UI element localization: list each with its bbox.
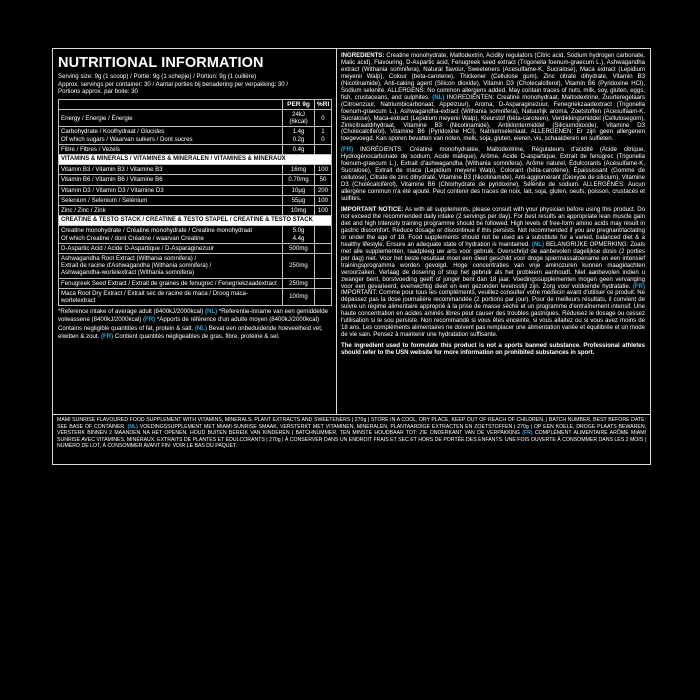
nutrient-ri: 100 xyxy=(315,195,332,205)
nutrient-label: Ashwagandha Root Extract (Withania somnifera) / Extrait de racine d'Ashwagandha (Withania somnifera) / Ashwagandha-wortelextract (Withania somnifera) xyxy=(59,254,283,279)
statement-nl: (NL) VOEDINGSSUPPLEMENT MET MIAMI SUNRISE SMAAK, VERSTERKT MET VITAMINEN, MINERALEN, PLANTAARDIGE EXTRACTEN EN ZOETSTOFFEN | 270g | OP EEN KOELE, DROGE PLAATS BEWAREN, VERSTERK BINNEN 2 MAANDEN NA HET OPENEN. HOUD BUITEN BEREIK VAN KINDEREN | BATCHNUMMER, TEN MINSTE HOUDBAAR TOT: ZIE ONDERKANT VAN DE VERPAKKING xyxy=(57,423,647,437)
ingredients-fr: (FR) INGRÉDIENTS: Créatine monohydratée, Maltodextrine, Régulateurs d'acidité (Acide citrique, Hydrogénocarbonate de sodium, Acide malique), Arôme, Acide D-aspartique, Extrait de fenugrec (Trigonella foenum-graecum L.), Extrait d'ashwagandha (Withania somnifera), Arôme naturel, Édulcorants (Acésulfame-K, Sucralose), Extrait de maca (Lepidium meyenii Walp), Colorant (bêta-carotène), Épaississant (Gomme de cellulose), Citrate de zinc dihydraté, Vitamine B3 (Nicotinamide), Anti-agglomérant (Dioxyde de silicium), Vitamine D3 (Cholécalciférol), Vitamine B6 (Chlorhydrate de pyridoxine), Sélénite de sodium. ALLERGÈNES: Aucun allergène commun n'a été ajouté. Peut contenir des traces de noix, lait, soja, gluten, oeufs, poisson, crustacés et sulfites. xyxy=(341,147,645,203)
notice-label: IMPORTANT NOTICE: xyxy=(341,207,404,214)
language-marker: (FR) xyxy=(143,315,156,323)
nutrient-value: 1.4g 0.2g xyxy=(283,127,315,144)
row-divider xyxy=(53,414,650,415)
nutrient-value: 250mg xyxy=(283,254,315,279)
nutrient-ri xyxy=(315,254,332,279)
label-panel xyxy=(52,48,651,465)
nutrient-ri: 100 xyxy=(315,165,332,175)
nutrient-ri: 100 xyxy=(315,206,332,216)
nutrient-ri xyxy=(315,243,332,253)
table-header-row xyxy=(59,99,332,109)
serving-line: Approx. servings per container: 30 / Aantal porties bij benadering per verpakking: 30 / xyxy=(58,80,289,88)
table-row xyxy=(59,165,332,175)
nutrient-ri xyxy=(315,144,332,154)
table-row xyxy=(59,254,332,279)
table-row xyxy=(59,144,332,154)
nutrient-label: Selenium / Selenium / Sélénium xyxy=(59,195,283,205)
negligible-note: Contains negligible quantities of fat, protein & salt. (NL) Bevat een onbeduidende hoeveelheid vet, eiwitten & zout. (FR) Contient quantités négligeables de gras, fibre, protéine & sel. xyxy=(58,325,323,340)
nutrition-section xyxy=(58,53,332,340)
table-row xyxy=(59,288,332,305)
nutrition-title: NUTRITIONAL INFORMATION xyxy=(58,55,264,71)
nutrient-ri xyxy=(315,288,332,305)
nutrient-ri: 50 xyxy=(315,175,332,185)
language-marker: (FR) xyxy=(522,430,533,437)
nutrient-value: 0.4g xyxy=(283,144,315,154)
nutrient-label: Zinc / Zinc / Zink xyxy=(59,206,283,216)
table-section-header xyxy=(59,216,332,226)
nutrient-label: Maca Root Dry Extract / Extrait sec de racine de maca / Droog maca-wortelextract xyxy=(59,288,283,305)
language-marker: (FR) xyxy=(341,147,354,154)
table-section-header xyxy=(59,155,332,165)
notice-nl: (NL) BELANGRIJKE OPMERKING: Zoals met alle supplementen, raadpleeg uw arts voor gebruik. Overschrijd de aanbevolen dagelijkse dosis (2 porties per dag) niet. Voor het beste resultaat moet een dieet geschikt voor droge spiermassatoename en een intensief trainingsprogramma worden gevolgd. Hoge concentraties van vrije aminozuren kunnen maagklachten veroorzaken. Verlaag de dosering of stop het gebruik als het probleem aanhoudt. Niet aanbevolen indien u zwanger bent, borstvoeding geeft of jonger bent dan 18 jaar. Voedingssupplementen mogen geen vervanging voor een gevarieerd, evenwichtig dieet en een gezonden levensstijl zijn. Zorg voor voldoende hydratatie. xyxy=(341,241,645,290)
serving-line: Serving size: 9g (1 scoop) / Portie: 9g (1 schepje) / Portion: 9g (1 cuillère) xyxy=(58,73,257,80)
table-row xyxy=(59,127,332,144)
nutrient-value: 10µg xyxy=(283,185,315,195)
table-row xyxy=(59,243,332,253)
table-row xyxy=(59,206,332,216)
section-label: CREATINE & TESTO STACK / CRÉATINE & TESTO STAPEL / CRÉATINE & TESTO STACK xyxy=(59,216,332,226)
table-row xyxy=(59,109,332,126)
nutrient-ri: 200 xyxy=(315,185,332,195)
nutrient-ri: 1 0 xyxy=(315,127,332,144)
language-marker: (FR) xyxy=(101,332,114,340)
ingredients-nl: (NL) INGREDIËNTEN: Creatine monohydraat, Maltodextrine, Zuurteregelaars (Citroenzuur, Natriumbicarbonaat, Appelzuur), Aroma, D-Asparaginezuur, Fenegriekzaadextract (Trigonella foenum-graecum L.), Ashwagandha-extract (Withania somnifera), Natuurlijk aroma, Zoetstoffen (Acesulfaam-K, Sucralose), Maca-extract (Lepidium meyenii Walp), Kleurstof (bèta-caroteen), Verdikkingsmiddel (Cellulosegom), Zinkcitraatdihydraat, Vitamine B3 (Nicotinamide), Antiklontermiddel (Siliciumdioxide), Vitamine D3 (Cholecalciferol), Vitamine B6 (Pyridoxine HCl), Natriumseleniaat. ALLERGENEN: Er zijn geen allergenen toegevoegd. Kan sporen bevatten van noten, melk, soja, gluten, eieren, vis, schaaldieren en sulfieten. xyxy=(341,94,645,143)
nutrient-label: Vitamin B6 / Vitamin B6 / Vitamine B6 xyxy=(59,175,283,185)
table-row xyxy=(59,175,332,185)
nutrient-ri: %RI xyxy=(315,99,332,109)
nutrient-value: 16mg xyxy=(283,165,315,175)
nutrient-ri xyxy=(315,278,332,288)
ingredients-text: Creatine monohydrate, Maltodextrin, Acidity regulators (Citric acid, Sodium hydrogen carbonate, Malic acid), Flavouring, D-Aspartic acid, Fenugreek seed extract (Trigonella foenum-graecum L.), Ashwagandha extract (Withania somnifera), Natural flavour, Sweeteners (Acesulfame-K, Sucralose), Maca extract (Lepidium meyenii Walp), Colour (beta-carotene), Thickener (Cellulose gum), Zinc citrate dihydrate, Vitamin B3 (Nicotinamide), Anti-caking agent (Silicon dioxide), Vitamin D3 (Cholecalciferol), Vitamin B6 (Pyridoxine HCl), Sodium selenite. ALLERGENS: No common allergens added. May contain traces of nuts, milk, soy, gluten, eggs, fish, crustaceans, and sulphites. xyxy=(341,53,645,101)
nutrient-value: 10mg xyxy=(283,206,315,216)
reference-intake-note: *Reference intake of average adult (8400kJ/2000kcal) (NL) *Referentie-inname van een gemiddelde volwassene (8400kJ/2000kcal) (FR) *Apports de référence d'un adulte moyen (8400kJ/2000kcal) xyxy=(58,308,328,323)
ingredients-section xyxy=(341,53,645,361)
ingredients-label: INGREDIENTS: xyxy=(341,53,385,59)
notice-fr: (FR) IMPORTANT: Comme pour tous les compléments, veuillez consulter votre médecin avant d'utiliser ce produit. Ne dépassez pas la dose journalière recommandée (2 portions par jour). Pour de meilleurs résultats, il convient de suivre un régime alimentaire approprié à la prise de masse sèche et un programme d'entraînement intensif. Une haute concentration en acides aminés libres peut causer des troubles gastriques. Réduisez le dosage ou cessez l'utilisation si le sou persiste. Non recommandé si vous êtes enceinte, si vous allaitez ou si vous avez moins de 18 ans. Les compléments alimentaires ne doivent pas remplacer une alimentation variée et équilibrée et un mode de vie sain. Pensez à maintenir une hydratation suffisante. xyxy=(341,283,645,339)
language-marker: (NL) xyxy=(127,423,138,430)
language-marker: (NL) xyxy=(194,325,208,333)
nutrient-value: 250mg xyxy=(283,278,315,288)
serving-line: Portions approx. par boite: 30 xyxy=(58,88,138,96)
table-row xyxy=(59,278,332,288)
table-row xyxy=(59,185,332,195)
usn-note: The ingredient used to formulate this product is not a sports banned substance. Professional athletes should refer to the USN website for more information on prohibited substances in sport. xyxy=(341,343,645,357)
nutrient-label xyxy=(59,99,283,109)
language-marker: (NL) xyxy=(432,94,445,101)
language-marker: (FR) xyxy=(632,283,645,290)
nutrient-value: 0.70mg xyxy=(283,175,315,185)
nutrient-ri xyxy=(315,226,332,243)
nutrient-value: 500mg xyxy=(283,243,315,253)
serving-info xyxy=(58,73,332,96)
nutrient-ri: 0 xyxy=(315,109,332,126)
language-marker: (NL) xyxy=(205,308,218,316)
nutrient-value: 5.0g 4.4g xyxy=(283,226,315,243)
section-label: VITAMINS & MINERALS / VITAMINES & MINERALEN / VITAMINES & MINÉRAUX xyxy=(59,155,332,165)
nutrient-label: Carbohydrate / Koolhydraat / Glucides Of which sugars / Waarvan suikers / Dont sucres xyxy=(59,127,283,144)
column-divider xyxy=(336,49,337,414)
nutrient-label: Creatine monohydrate / Créatine monohydrate / Creatine monohydraat Of which Creatine / dont Créatine / waarvan Creatine xyxy=(59,226,283,243)
notice-text: As with all supplements, please consult with your physician before using this product. Do not exceed the recommended daily intake (2 servings per day). For best results an appropriate lean muscle gain diet and high intensity training programme should be followed. High levels of free-form amino acids may result in gastric discomfort. Reduce dosage or discontinue if this persists. Not recommended if you are pregnant/lactating or under the age of 18. Food supplements should not be used as a substitute for a varied, balanced diet & a healthy lifestyle. Ensure an adequate state of hydration is maintained. xyxy=(341,207,645,248)
nutrient-label: Fenugreek Seed Extract / Extrait de graines de fenugrec / Fenegriekzaadextract xyxy=(59,278,283,288)
nutrient-label: Vitamin D3 / Vitamin D3 / Vitamine D3 xyxy=(59,185,283,195)
language-marker: (NL) xyxy=(531,241,544,248)
table-row xyxy=(59,226,332,243)
product-statement xyxy=(57,417,646,450)
nutrient-label: D-Aspartic Acid / Acide D-Aspartique / D-Asparaginezuur xyxy=(59,243,283,253)
ingredients-en xyxy=(341,53,645,143)
nutrient-label: Energy / Energie / Énergie xyxy=(59,109,283,126)
nutrient-value: 100mg xyxy=(283,288,315,305)
nutrient-value: PER 9g xyxy=(283,99,315,109)
statement-fr: (FR) COMPLÉMENT ALIMENTAIRE ARÔME MIAMI SUNRISE AVEC VITAMINES, MINÉRAUX, EXTRAITS DE PLANTES ET ÉDULCORANTS | 270g | À CONSERVER DANS UN ENDROIT FRAIS ET SEC ET HORS DE PORTÉE DES ENFANTS. UNE FOIS OUVERTE À CONSOMMER DANS LES 2 MOIS | NUMÉRO DE LOT, À CONSOMMER AVANT FIN: VOIR LE BAS DU PAQUET. xyxy=(57,430,646,450)
nutrient-label: Vitamin B3 / Vitamin B3 / Vitamine B3 xyxy=(59,165,283,175)
nutrition-table xyxy=(58,99,332,306)
table-row xyxy=(59,195,332,205)
nutrient-value: 24kJ (6kcal) xyxy=(283,109,315,126)
statement-en: MAMI SUNRISE FLAVOURED FOOD SUPPLEMENT WITH VITAMINS, MINERALS, PLANT EXTRACTS AND SWEETENERS | 270g | STORE IN A COOL, DRY PLACE. KEEP OUT OF REACH OF CHILDREN. | BATCH NUMBER, BEST BEFORE DATE: SEE BASE OF CONTAINER. xyxy=(57,417,646,430)
nutrient-value: 55µg xyxy=(283,195,315,205)
nutrient-label: Fibre / Fibres / Vezels xyxy=(59,144,283,154)
important-notice xyxy=(341,207,645,339)
